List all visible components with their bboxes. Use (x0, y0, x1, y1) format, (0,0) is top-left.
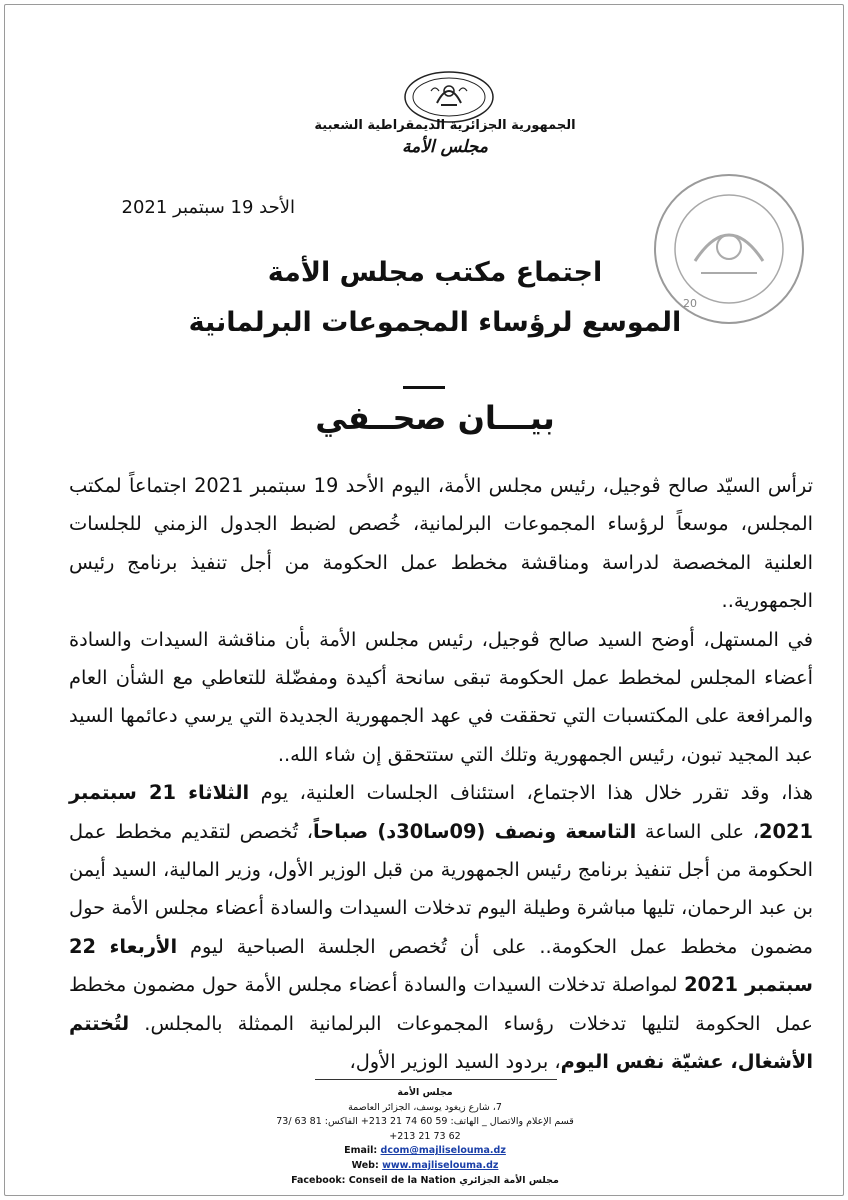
title-line-2: الموسع لرؤساء المجموعات البرلمانية (188, 307, 682, 338)
document-body (69, 467, 813, 1082)
paragraph-3: هذا، وقد تقرر خلال هذا الاجتماع، استئناف الجلسات العلنية، يوم الثلاثاء 21 سبتمبر 2021، على الساعة التاسعة ونصف (09سا30د) صباحاً، تُخصص لتقديم مخطط عمل الحكومة من أجل تنفيذ برنامج رئيس الجمهورية من قبل الوزير الأول، وزير المالية، السيد أيمن بن عبد الرحمان، تليها مباشرة وطيلة اليوم تدخلات السيدات والسادة أعضاء مجلس الأمة حول مضمون مخطط عمل الحكومة.. على أن تُخصص الجلسة الصباحية ليوم الأربعاء 22 سبتمبر 2021 لمواصلة تدخلات السيدات والسادة أعضاء مجلس الأمة حول مضمون مخطط عمل الحكومة لتليها تدخلات رؤساء المجموعات البرلمانية الممثلة بالمجلس. لتُختتم الأشغال، عشيّة نفس اليوم، بردود السيد الوزير الأول، (69, 781, 813, 1074)
council-name: مجلس الأمة (402, 137, 488, 157)
email-link[interactable]: dcom@majliselouma.dz (380, 1145, 506, 1157)
title-divider (403, 386, 445, 389)
document-page (4, 4, 844, 1196)
document-date: الأحد 19 سبتمبر 2021 (121, 197, 295, 218)
footer-web: Web: www.majliselouma.dz (351, 1159, 499, 1171)
footer-email: Email: dcom@majliselouma.dz (344, 1145, 506, 1157)
footer-phone: قسم الإعلام والاتصال _ الهاتف: 59 60 74 21 213+ الفاكس: 81 63 /73 62 73 21 213+ (276, 1116, 574, 1142)
web-link[interactable]: www.majliselouma.dz (382, 1159, 499, 1171)
footer-facebook: مجلس الأمة الجزائري Facebook: Conseil de la Nation (291, 1174, 559, 1186)
footer-address: 7، شارع زيغود يوسف، الجزائر العاصمة (348, 1101, 502, 1113)
press-release-heading: بيـــان صحــفي (315, 399, 555, 437)
footer-divider (315, 1079, 557, 1080)
footer-org-name: مجلس الأمة (397, 1087, 453, 1098)
official-stamp-icon (649, 169, 809, 329)
republic-name: الجمهورية الجزائرية الديمقراطية الشعبية (314, 118, 576, 133)
stamp-number: 20 (683, 297, 697, 310)
letterhead (285, 117, 605, 159)
paragraph-2: في المستهل، أوضح السيد صالح ڤوجيل، رئيس مجلس الأمة بأن مناقشة السيدات والسادة أعضاء المجلس لمخطط عمل الحكومة تبقى سانحة أكيدة ومفضّلة للتعاطي مع الشأن العام والمرافعة على المكتسبات التي تحققت في عهد الجمهورية الجديدة التي يرسي دعائمها السيد عبد المجيد تبون، رئيس الجمهورية وتلك التي ستتحقق إن شاء الله.. (69, 627, 813, 766)
footer (275, 1086, 575, 1188)
title-line-1: اجتماع مكتب مجلس الأمة (267, 257, 603, 288)
paragraph-1: ترأس السيّد صالح ڤوجيل، رئيس مجلس الأمة، اليوم الأحد 19 سبتمبر 2021 اجتماعاً لمكتب المجلس، موسعاً لرؤساء المجموعات البرلمانية، خُصص لضبط الجدول الزمني للجلسات العلنية المخصصة لدراسة ومناقشة مخطط عمل الحكومة من أجل تنفيذ برنامج رئيس الجمهورية.. (69, 474, 813, 613)
